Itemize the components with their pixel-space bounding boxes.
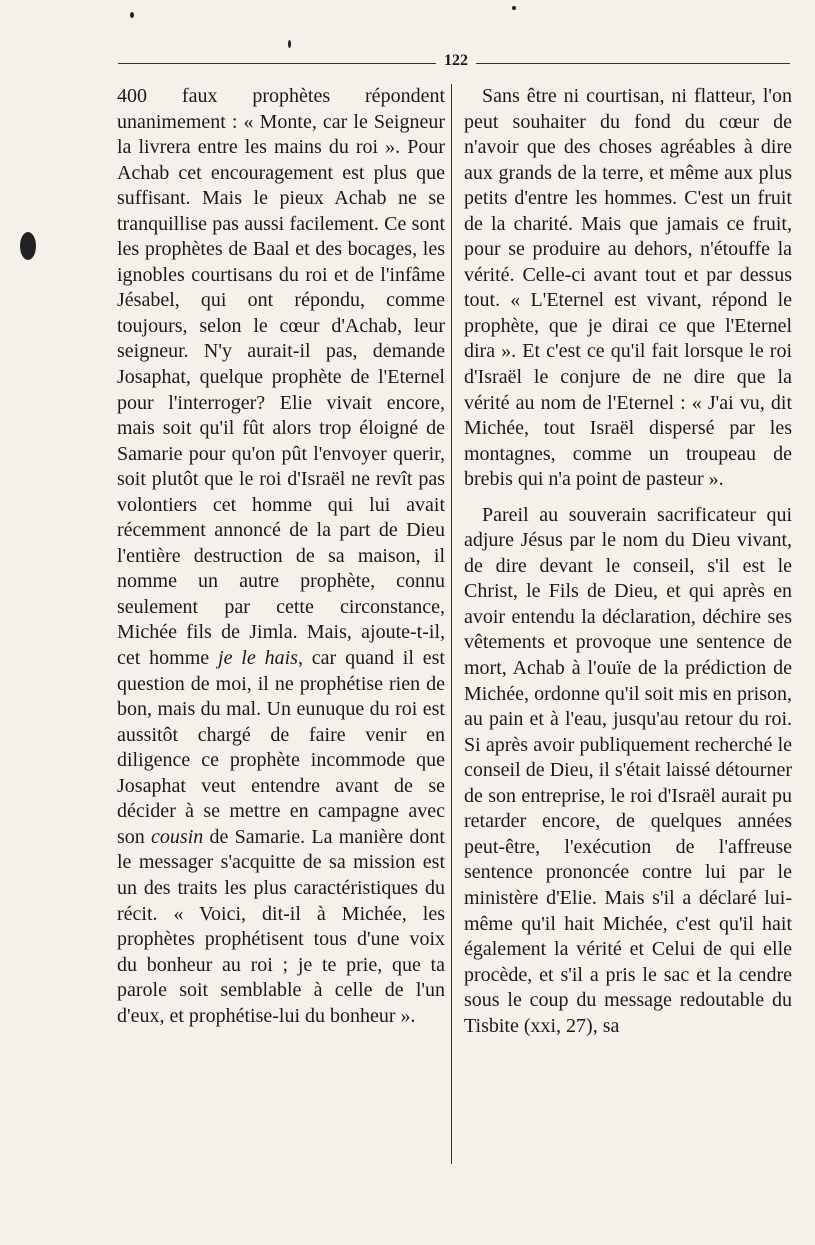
left-text-3: de Samarie. La manière dont le messager s'acquitte de sa mission est un des traits les plus caractéristiques du récit. « Voici, dit-il à Michée, les prophètes prophétisent tous d'une voix du bonheur au roi ; je te prie, que ta parole soit semblable à celle de l'un d'eux, et prophétise-lui du bonheur ». — [117, 825, 445, 1027]
header-rule-left — [118, 63, 436, 64]
right-paragraph-2: Pareil au souverain sacrificateur qui adjure Jésus par le nom du Dieu vivant, de dire devant le conseil, s'il est le Christ, le Fils de Dieu, et qui après en avoir entendu la déclaration, déchire ses vêtements et provoque une sentence de mort, Achab à l'ouïe de la prédiction de Michée, ordonne qu'il soit mis en prison, au pain et à l'eau, jusqu'au retour du roi. Si après avoir publiquement recherché le conseil de Dieu, il s'était laissé détourner de son entreprise, le roi d'Israël aurait pu retarder encore, de quelques années peut-être, l'exécution de l'affreuse sentence prononcée contre lui par le ministère d'Elie. Mais s'il a déclaré lui-même qu'il hait Michée, c'est qu'il hait également la vérité et Celui de qui elle procède, et s'il a pris le sac et la cendre sous le coup du message redoutable du Tisbite (xxi, 27), sa — [464, 503, 792, 1037]
column-divider — [451, 84, 452, 1164]
left-italic-1: je le hais — [218, 647, 298, 670]
ink-speck — [288, 40, 291, 48]
page-number: 122 — [444, 52, 468, 69]
left-column — [117, 84, 445, 1029]
left-paragraph — [117, 84, 445, 1029]
left-text-1: 400 faux prophètes répondent unanimement : « Monte, car le Seigneur la livrera entre les mains du roi ». Pour Achab cet encouragement est plus que suffisant. Mais le pieux Achab ne se tranquillise pas aussi facilement. Ce sont les prophètes de Baal et des bocages, les ignobles courtisans du roi et de l'infâme Jésabel, qui ont répondu, comme toujours, selon le cœur d'Achab, leur seigneur. N'y aurait-il pas, demande Josaphat, quelque prophète de l'Eternel pour l'interroger? Elie vivait encore, mais soit qu'il fût alors trop éloigné de Samarie pour qu'on pût l'envoyer querir, soit plutôt que le roi d'Israël ne revît pas volontiers cet homme qui lui avait récemment annoncé de la part de Dieu l'entière destruction de sa maison, il nomme un autre prophète, connu seulement par cette circonstance, Michée fils de Jimla. Mais, ajoute-t-il, cet homme — [117, 85, 445, 670]
right-column — [464, 84, 792, 1039]
ink-speck — [512, 6, 516, 10]
ink-blot — [20, 232, 36, 260]
left-italic-2: cousin — [151, 825, 204, 848]
ink-speck — [130, 12, 134, 18]
page-header — [118, 50, 790, 72]
right-paragraph-1: Sans être ni courtisan, ni flatteur, l'on peut souhaiter du fond du cœur de n'avoir que des choses agréables à dire aux grands de la terre, et même aux plus petits d'entre les hommes. C'est un fruit de la charité. Mais que jamais ce fruit, pour se produire au dehors, n'étouffe la vérité. Celle-ci avant tout et par dessus tout. « L'Eternel est vivant, répond le prophète, que je dirai ce que l'Eternel dira ». Et c'est ce qu'il fait lorsque le roi d'Israël le conjure de ne dire que la vérité au nom de l'Eternel : « J'ai vu, dit Michée, tout Israël dispersé par les montagnes, comme un troupeau de brebis qui n'a point de pasteur ». — [464, 85, 792, 491]
left-text-2: , car quand il est question de moi, il ne prophétise rien de bon, mais du mal. Un eunuque du roi est aussitôt chargé de faire venir en diligence ce prophète incommode que Josaphat veut entendre avant de se décider à se mettre en campagne avec son — [117, 647, 445, 848]
header-rule-right — [476, 63, 790, 64]
